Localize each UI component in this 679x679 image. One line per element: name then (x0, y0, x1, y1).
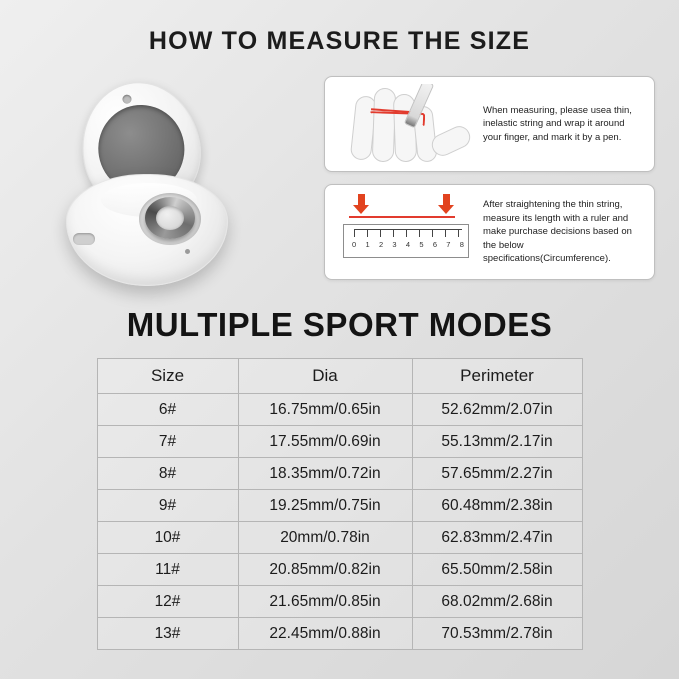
ruler-tick-label: 5 (419, 240, 424, 249)
column-header-dia: Dia (238, 359, 412, 394)
cell-perimeter: 55.13mm/2.17in (412, 426, 582, 458)
cell-size: 6# (97, 394, 238, 426)
cell-dia: 19.25mm/0.75in (238, 490, 412, 522)
cell-perimeter: 57.65mm/2.27in (412, 458, 582, 490)
table-row (97, 458, 582, 490)
instruction-text-2: After straightening the thin string, measure its length with a ruler and make purchase decisions based on the below specifications(Circumference). (483, 199, 632, 265)
cell-perimeter: 62.83mm/2.47in (412, 522, 582, 554)
table-header-row (97, 359, 582, 394)
top-section (0, 56, 679, 296)
ring-hole (156, 206, 184, 230)
ruler-tick-label: 6 (432, 240, 437, 249)
ruler-tick-label: 7 (446, 240, 451, 249)
cell-perimeter: 65.50mm/2.58in (412, 554, 582, 586)
cell-dia: 20.85mm/0.82in (238, 554, 412, 586)
measure-title: HOW TO MEASURE THE SIZE (148, 27, 531, 55)
cell-size: 9# (97, 490, 238, 522)
size-table-wrap (97, 358, 583, 650)
ruler-scale-labels (352, 240, 464, 249)
ruler-tick-label: 1 (365, 240, 370, 249)
cell-perimeter: 68.02mm/2.68in (412, 586, 582, 618)
table-row (97, 586, 582, 618)
table-row (97, 490, 582, 522)
size-table (97, 358, 583, 650)
cell-perimeter: 60.48mm/2.38in (412, 490, 582, 522)
table-row (97, 618, 582, 650)
instruction-card-1 (324, 76, 655, 172)
cell-size: 11# (97, 554, 238, 586)
instruction-text-1: When measuring, please usea thin, inelastic string and wrap it around your finger, and mark it by a pen. (483, 104, 632, 143)
cell-perimeter: 70.53mm/2.78in (412, 618, 582, 650)
ruler-tick-label: 2 (378, 240, 384, 249)
cell-size: 8# (97, 458, 238, 490)
arrow-down-icon (353, 205, 369, 214)
cell-size: 7# (97, 426, 238, 458)
cell-size: 12# (97, 586, 238, 618)
ruler-tick-label: 0 (352, 240, 357, 249)
cell-dia: 20mm/0.78in (238, 522, 412, 554)
column-header-size: Size (97, 359, 238, 394)
lid-sensor-icon (122, 94, 132, 104)
table-row (97, 426, 582, 458)
case-led-icon (185, 249, 190, 254)
cell-dia: 18.35mm/0.72in (238, 458, 412, 490)
cell-dia: 22.45mm/0.88in (238, 618, 412, 650)
measured-string-icon (349, 216, 455, 218)
cell-dia: 17.55mm/0.69in (238, 426, 412, 458)
ruler-tick-label: 4 (405, 240, 411, 249)
modes-title: MULTIPLE SPORT MODES (126, 306, 553, 343)
product-illustration (24, 64, 324, 296)
ruler-tick-label: 3 (392, 240, 397, 249)
arrow-down-icon (438, 205, 454, 214)
instructions-area (324, 64, 655, 296)
table-row (97, 394, 582, 426)
table-row (97, 554, 582, 586)
smart-ring-icon (145, 197, 195, 239)
ruler-tick-label: 8 (459, 240, 464, 249)
cell-dia: 16.75mm/0.65in (238, 394, 412, 426)
ruler-illustration (335, 192, 475, 272)
table-row (97, 522, 582, 554)
column-header-perimeter: Perimeter (412, 359, 582, 394)
cell-dia: 21.65mm/0.85in (238, 586, 412, 618)
case-base-icon (66, 174, 228, 286)
charging-case-graphic (54, 82, 294, 282)
cell-size: 13# (97, 618, 238, 650)
instruction-card-2 (324, 184, 655, 280)
ruler-icon (343, 224, 469, 258)
hand-string-illustration (335, 84, 475, 164)
cell-perimeter: 52.62mm/2.07in (412, 394, 582, 426)
case-port-icon (73, 233, 95, 245)
cell-size: 10# (97, 522, 238, 554)
